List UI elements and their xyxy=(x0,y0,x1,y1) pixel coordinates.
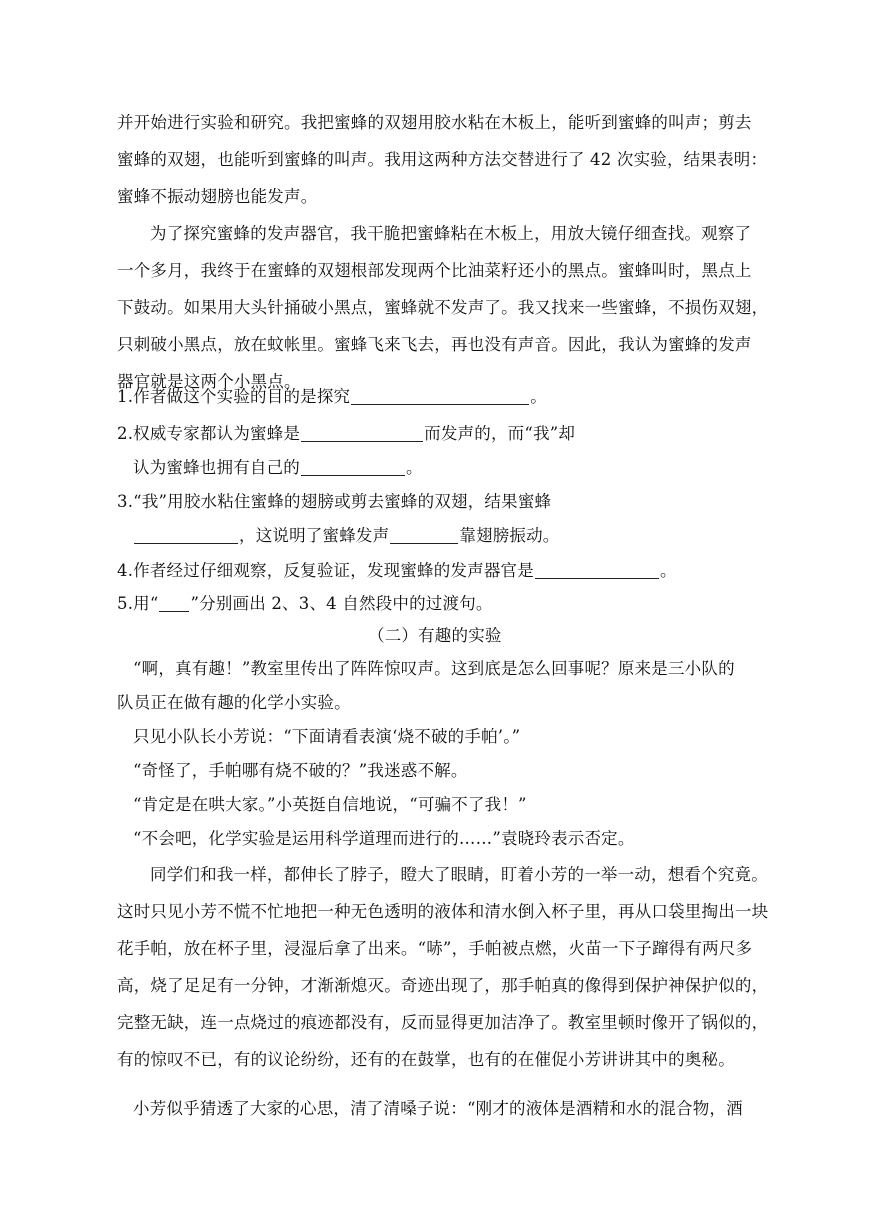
question-3-text-c: 靠翅膀振动。 xyxy=(459,526,560,545)
question-3 xyxy=(117,492,551,512)
passage2-p7: 小芳似乎猜透了大家的心思，清了清嗓子说：“刚才的液体是酒精和水的混合物，酒 xyxy=(133,1099,743,1118)
answer-blank-4[interactable] xyxy=(535,562,659,579)
passage2-p4: “肯定是在哄大家。”小英挺自信地说，“可骗不了我！” xyxy=(133,795,527,814)
question-2-text-c: 认为蜜蜂也拥有自己的 xyxy=(133,458,300,477)
question-5 xyxy=(117,594,493,614)
question-1 xyxy=(117,387,547,407)
passage2-p6-line2: 这时只见小芳不慌不忙地把一种无色透明的液体和清水倒入杯子里，再从口袋里掏出一块 xyxy=(117,902,769,921)
question-5-text-b: ”分别画出 2、3、4 自然段中的过渡句。 xyxy=(190,594,493,613)
passage2-p5: “不会吧，化学实验是运用科学道理而进行的……”袁晓玲表示否定。 xyxy=(133,829,635,848)
answer-blank-2b[interactable] xyxy=(301,459,405,476)
question-2-text-b: 而发声的，而“我”却 xyxy=(424,424,576,443)
passage1-p1-line3: 蜜蜂不振动翅膀也能发声。 xyxy=(117,187,318,206)
question-1-text: 1.作者做这个实验的目的是探究 xyxy=(117,387,351,406)
passage2-p6-line1: 同学们和我一样，都伸长了脖子，瞪大了眼睛，盯着小芳的一举一动，想看个究竟。 xyxy=(150,865,768,884)
answer-blank-1[interactable] xyxy=(351,388,529,405)
question-5-text-a: 5.用“ xyxy=(117,594,159,613)
question-1-end: 。 xyxy=(530,387,547,406)
passage2-p6-line6: 有的惊叹不已，有的议论纷纷，还有的在鼓掌，也有的在催促小芳讲讲其中的奥秘。 xyxy=(117,1050,735,1069)
passage1-p2-line2: 一个多月，我终于在蜜蜂的双翅根部发现两个比油菜籽还小的黑点。蜜蜂叫时，黑点上 xyxy=(117,261,752,280)
question-4-text: 4.作者经过仔细观察，反复验证，发现蜜蜂的发声器官是 xyxy=(117,561,534,580)
passage2-p6-line5: 完整无缺，连一点烧过的痕迹都没有，反而显得更加洁净了。教室里顿时像开了锅似的， xyxy=(117,1013,769,1032)
passage1-p2-line1: 为了探究蜜蜂的发声器官，我干脆把蜜蜂粘在木板上，用放大镜仔细查找。观察了 xyxy=(150,224,752,243)
question-4-end: 。 xyxy=(659,561,677,580)
question-4 xyxy=(117,561,677,581)
question-3-text-a: 3.“我”用胶水粘住蜜蜂的翅膀或剪去蜜蜂的双翅，结果蜜蜂 xyxy=(117,492,552,511)
passage2-title: （二）有趣的实验 xyxy=(368,626,502,645)
answer-blank-3b[interactable] xyxy=(390,527,458,544)
passage1-p1-line1: 并开始进行实验和研究。我把蜜蜂的双翅用胶水粘在木板上，能听到蜜蜂的叫声；剪去 xyxy=(117,113,752,132)
question-3-text-b: ，这说明了蜜蜂发声 xyxy=(239,526,390,545)
passage2-p1-line1: “啊，真有趣！”教室里传出了阵阵惊叹声。这到底是怎么回事呢？原来是三小队的 xyxy=(133,659,735,678)
passage1-p1-line2: 蜜蜂的双翅，也能听到蜜蜂的叫声。我用这两种方法交替进行了 42 次实验，结果表明： xyxy=(117,150,768,169)
passage2-p2: 只见小队长小芳说：“下面请看表演‘烧不破的手帕’。” xyxy=(133,727,521,746)
passage2-p6-line4: 高，烧了足足有一分钟，才渐渐熄灭。奇迹出现了，那手帕真的像得到保护神保护似的， xyxy=(117,976,769,995)
answer-blank-3a[interactable] xyxy=(134,527,238,544)
passage2-p6-line3: 花手帕，放在杯子里，浸湿后拿了出来。“哧”，手帕被点燃，火苗一下子蹿得有两尺多 xyxy=(117,939,753,958)
question-2-line2 xyxy=(133,458,423,478)
underline-sample xyxy=(159,595,189,612)
passage2-p1-line2: 队员正在做有趣的化学小实验。 xyxy=(117,693,351,712)
passage1-p2-line5: 器官就是这两个小黑点。 xyxy=(117,372,301,391)
question-2-end: 。 xyxy=(406,458,423,477)
question-2 xyxy=(117,424,575,444)
passage2-p3: “奇怪了，手帕哪有烧不破的？”我迷惑不解。 xyxy=(133,761,468,780)
question-3-line2 xyxy=(133,526,560,546)
passage1-p2-line3: 下鼓动。如果用大头针捅破小黑点，蜜蜂就不发声了。我又找来一些蜜蜂，不损伤双翅， xyxy=(117,298,769,317)
question-2-text-a: 2.权威专家都认为蜜蜂是 xyxy=(117,424,301,443)
answer-blank-2a[interactable] xyxy=(301,425,423,442)
passage1-p2-line4: 只刺破小黑点，放在蚊帐里。蜜蜂飞来飞去，再也没有声音。因此，我认为蜜蜂的发声 xyxy=(117,335,752,354)
